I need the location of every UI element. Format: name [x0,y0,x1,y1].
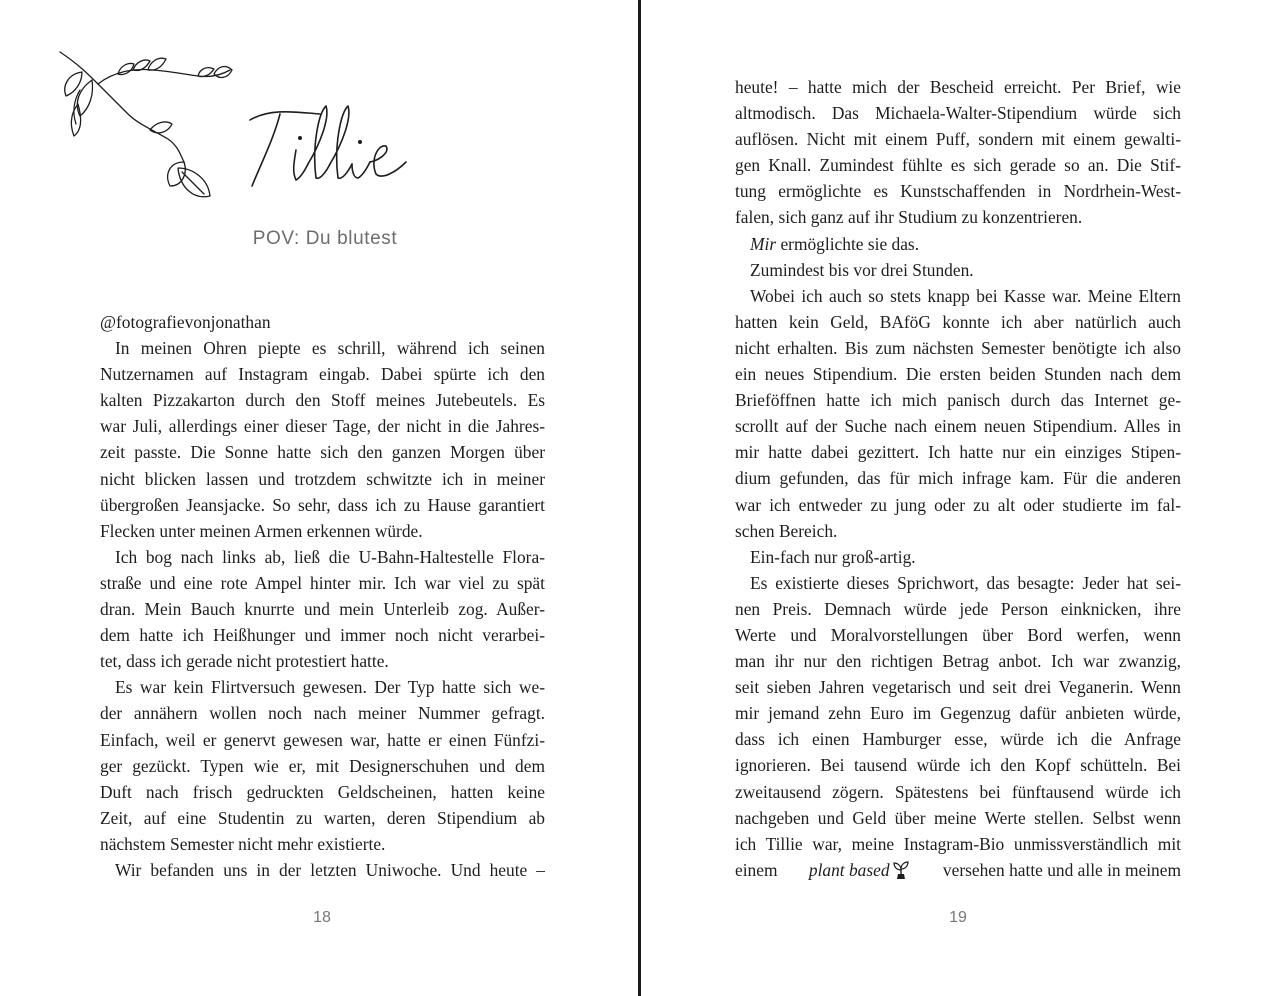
text-line: straße und eine rote Ampel hinter mir. Ich war viel zu spät [100,572,545,593]
text-line: Nutzernamen auf Instagram eingab. Dabei spürte ich den [100,364,545,385]
emphasis-text: plant based [808,859,890,880]
text-line: Zumindest bis vor drei Stunden. [750,259,974,280]
text-line: man ihr nur den richtigen Betrag anbot. Ich war zwanzig, [735,651,1181,672]
page-number-right: 19 [949,909,967,926]
text-line: dran. Mein Bauch knurrte und mein Unterleib zog. Außer- [100,599,545,620]
text-line: tung ermöglichte es Kunstschaffenden in Nordrhein-West- [735,181,1181,202]
text-line: falen, sich ganz auf ihr Studium zu konzentrieren. [735,207,1083,228]
text-line: mir jemand zehn Euro im Gegenzug dafür anbieten würde, [735,703,1181,724]
text-line [735,231,1181,257]
text-line: Ich bog nach links ab, ließ die U-Bahn-Haltestelle Flora- [115,546,545,567]
seedling-icon [892,860,910,880]
text-line: Wobei ich auch so stets knapp bei Kasse war. Meine Eltern [750,285,1181,306]
leaf-vine-icon [58,44,238,214]
text-line: mir hatte dabei gezittert. Ich hatte nur ein einziges Stipen- [735,442,1181,463]
text-line: Wir befanden uns in der letzten Uniwoche. Und heute – [115,859,545,880]
text-line: ger gezückt. Typen wie er, mit Designerschuhen und dem [100,755,545,776]
text-line: schen Bereich. [735,520,838,541]
text-line: Werte und Moralvorstellungen über Bord werfen, wenn [735,624,1181,645]
text-line: zeit passte. Die Sonne hatte sich den ganzen Morgen über [100,442,545,463]
page-number-left: 18 [313,909,331,926]
left-page [0,0,639,996]
text-line: Einfach, weil er genervt gewesen war, hatte er einen Fünfzi- [100,729,545,750]
text-fragment: versehen hatte und alle in meinem [942,859,1181,880]
text-line: nen Preis. Demnach würde jede Person einknicken, ihre [735,598,1181,619]
text-line: Duft nach frisch gedruckten Geldscheinen, hatten keine [100,781,545,802]
text-line: scrollt auf der Suche nach einem neuen Stipendium. Alles in [735,416,1181,437]
text-line: nicht erhalten. Bis zum nächsten Semester benötigte ich also [735,337,1181,358]
text-line: kalten Pizzakarton durch den Stoff meines Jutebeutels. Es [100,390,545,411]
text-line: tet, dass ich gerade nicht protestiert hatte. [100,651,389,672]
text-line: Ein-fach nur groß-artig. [750,546,916,567]
text-line: altmodisch. Das Michaela-Walter-Stipendium würde sich [735,103,1181,124]
text-line: heute! – hatte mich der Bescheid erreicht. Per Brief, wie [735,77,1181,97]
text-line: gen Knall. Zumindest fühlte es sich gerade so an. Die Stif- [735,155,1181,176]
chapter-subtitle: POV: Du blutest [252,228,398,249]
text-line: ich Tillie war, meine Instagram-Bio unmissverständlich mit [735,833,1181,854]
text-line: hatten kein Geld, BAföG konnte ich aber natürlich auch [735,311,1181,332]
text-line: dem hatte ich Heißhunger und immer noch nicht verarbei- [100,625,545,646]
text-line: übergroßen Jeansjacke. So sehr, dass ich zu Hause garantiert [100,494,545,515]
text-line: Brieföffnen hatte ich mich panisch durch das Internet ge- [735,390,1181,411]
text-line: dass ich einen Hamburger esse, würde ich die Anfrage [735,729,1181,750]
text-line: Es existierte dieses Sprichwort, das besagte: Jeder hat sei- [750,572,1181,593]
text-line: Zeit, auf eine Studentin zu warten, deren Stipendium ab [100,807,545,828]
text-line: nachgeben und Geld über meine Werte stellen. Selbst wenn [735,807,1181,828]
text-line: auflösen. Nicht mit einem Puff, sondern mit einem gewalti- [735,129,1181,150]
text-line [735,857,1181,883]
text-line: In meinen Ohren piepte es schrill, während ich seinen [115,338,545,359]
emphasis-text: Mir [750,233,777,254]
text-line: dium gefunden, das für mich infrage kam. Für die anderen [735,468,1181,489]
text-line: seit sieben Jahren vegetarisch und seit drei Veganerin. Wenn [735,677,1181,698]
text-line: der annähern wollen noch nach meiner Nummer gefragt. [100,703,545,724]
text-line: ignorieren. Bei tausend würde ich den Kopf schütteln. Bei [735,755,1181,776]
text-line: zweitausend zögern. Spätestens bei fünftausend würde ich [735,781,1181,802]
text-line: nicht blicken lassen und trotzdem schwitzte ich in meiner [100,468,545,489]
text-line: Es war kein Flirtversuch gewesen. Der Typ hatte sich we- [115,677,545,698]
text-fragment: ermöglichte sie das. [776,233,920,254]
text-line: @fotografievonjonathan [100,312,271,332]
text-line: ein neues Stipendium. Die ersten beiden Stunden nach dem [735,364,1181,385]
text-line: war ich entweder zu jung oder zu alt oder studierte im fal- [735,494,1181,515]
text-line: nächstem Semester nicht mehr existierte. [100,833,386,854]
text-line: Flecken unter meinen Armen erkennen würde. [100,520,423,541]
left-body-text [100,309,545,883]
book-gutter [638,0,641,996]
text-line: war Juli, allerdings einer dieser Tage, der nicht in die Jahres- [100,416,545,437]
chapter-title [240,88,430,198]
text-fragment: einem [735,859,778,880]
right-body-text [735,74,1181,883]
plant-based-label [809,857,912,883]
